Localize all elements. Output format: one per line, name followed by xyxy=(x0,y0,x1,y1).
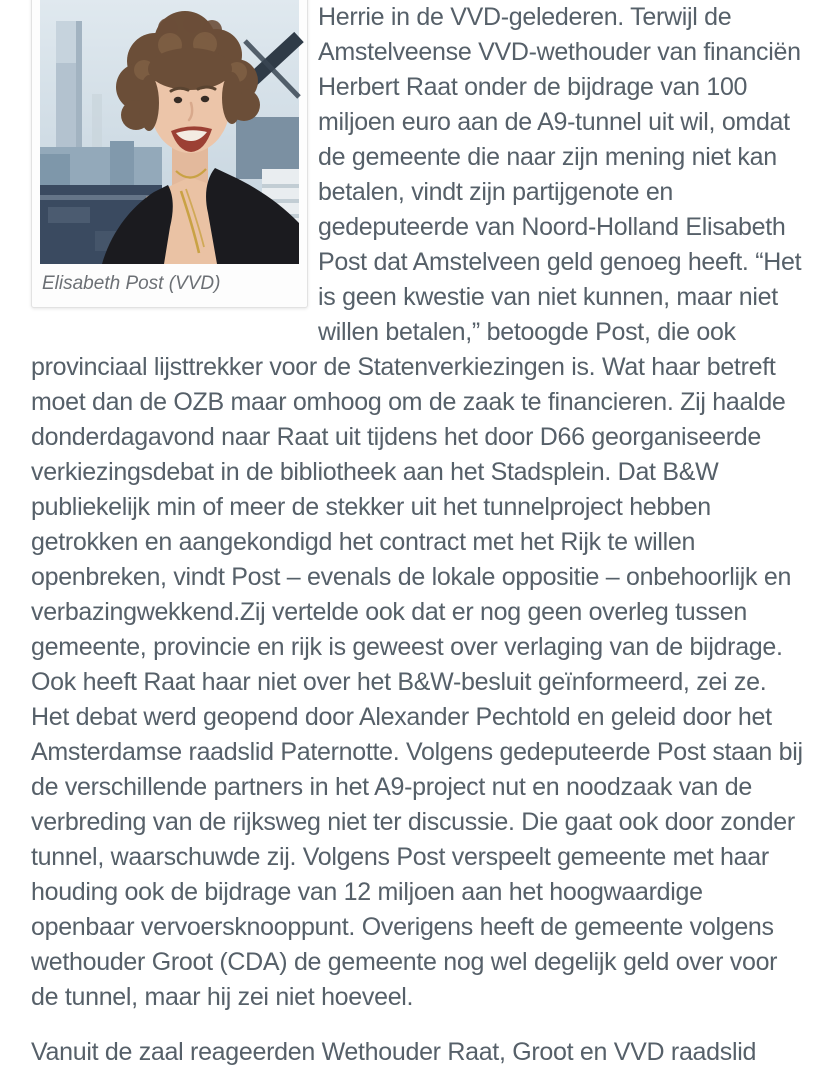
portrait-photo xyxy=(40,0,299,264)
photo-card xyxy=(31,0,308,308)
photo-caption: Elisabeth Post (VVD) xyxy=(42,273,221,294)
article-paragraph-1: Herrie in de VVD-gelederen. Terwijl de Amstelveense VVD-wethouder van financiën Herbert Raat onder de bijdrage van 100 miljoen euro aan de A9-tunnel uit wil, omdat de gemeente die naar zijn mening niet kan betalen, vindt zijn partijgenote en gedeputeerde van Noord-Holland Elisabeth Post dat Amstelveen geld genoeg heeft. “Het is geen kwestie van niet kunnen, maar niet willen betalen,” betoogde Post, die ook provinciaal lijsttrekker voor de Statenverkiezingen is. Wat haar betreft moet dan de OZB maar omhoog om de zaak te financieren. Zij haalde donderdagavond naar Raat uit tijdens het door D66 georganiseerde verkiezingsdebat in de bibliotheek aan het Stadsplein. Dat B&W publiekelijk min of meer de stekker uit het tunnelproject hebben getrokken en aangekondigd het contract met het Rijk te willen openbreken, vindt Post – evenals de lokale oppositie – onbehoorlijk en verbazingwekkend.Zij vertelde ook dat er nog geen overleg tussen gemeente, provincie en rijk is geweest over verlaging van de bijdrage. Ook heeft Raat haar niet over het B&W-besluit geïnformeerd, zei ze. Het debat werd geopend door Alexander Pechtold en geleid door het Amsterdamse raadslid Paternotte. Volgens gedeputeerde Post staan bij de verschillende partners in het A9-project nut en noodzaak van de verbreding van de rijksweg niet ter discussie. Die gaat ook door zonder tunnel, waarschuwde zij. Volgens Post verspeelt gemeente met haar houding ook de bijdrage van 12 miljoen aan het hoogwaardige openbaar vervoersknooppunt. Overigens heeft de gemeente volgens wethouder Groot (CDA) de gemeente nog wel degelijk geld over voor de tunnel, maar hij zei niet hoeveel. xyxy=(31,3,810,1011)
portrait-photo-art xyxy=(40,0,299,264)
article-paragraph-2: Vanuit de zaal reageerden Wethouder Raat, Groot en VVD raadslid xyxy=(31,1038,757,1066)
